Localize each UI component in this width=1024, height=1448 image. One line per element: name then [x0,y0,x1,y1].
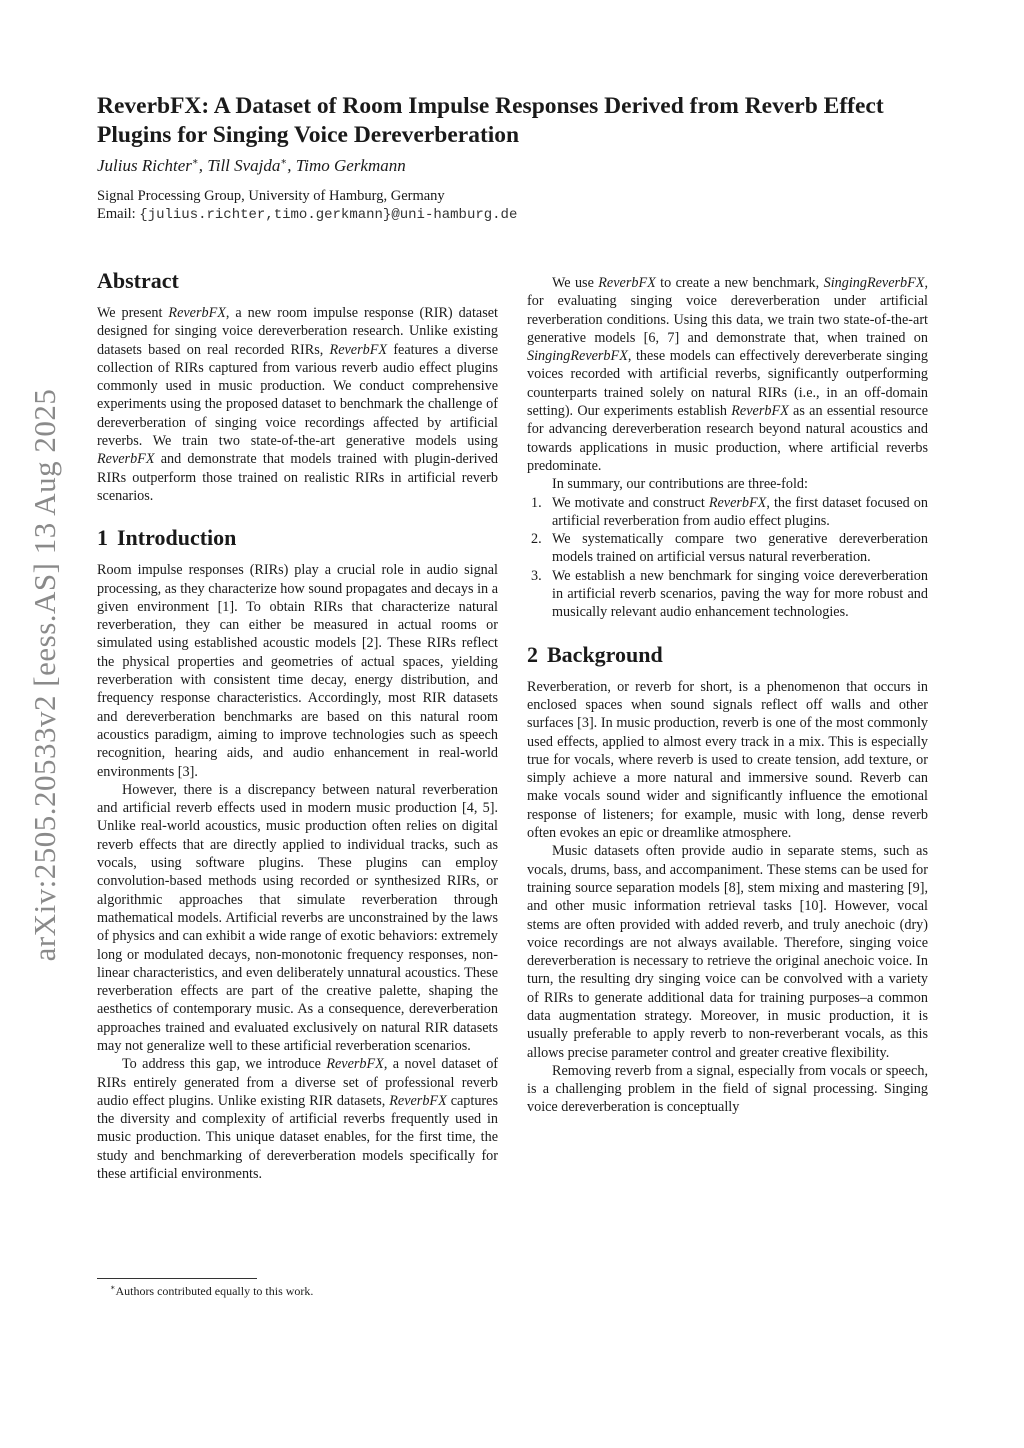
right-column [527,274,928,1117]
arxiv-stamp-text: arXiv:2505.20533v2 [eess.AS] 13 Aug 2025 [27,388,62,962]
contribution-number: 2. [531,531,542,548]
abstract-heading: Abstract [97,268,179,293]
arxiv-stamp [0,388,90,962]
section-title: Introduction [117,525,237,551]
contribution-item: 3. We establish a new benchmark for singing voice dereverberation in artificial reverb scenarios, paving the way for more robust and musically relevant audio enhancement technologies. [531,567,928,621]
contribution-number: 1. [531,494,542,511]
left-column [97,268,498,1183]
author-mark: ∗ [191,156,199,168]
affiliation: Signal Processing Group, University of Hamburg, Germany [97,188,445,204]
author-name: Till Svajda [207,156,281,175]
intro-paragraph-5: In summary, our contributions are three-fold: [552,476,808,493]
background-paragraph-2: Music datasets often provide audio in separate stems, such as vocals, drums, bass, and accompaniment. These stems can be used for training source separation models [8], stem mixing and mastering [9], and other music information retrieval tasks [10]. However, vocal stems are often provided with added reverb, and truly anechoic (dry) voice recordings are not always available. Therefore, singing voice dereverberation is necessary to retrieve the original anechoic voice. In turn, the resulting dry singing voice can be convolved with a variety of RIRs to generate additional data for training purposes–a common data augmentation strategy. Moreover, in music production, it is usually preferable to apply reverb to non-reverberant vocals, as this allows precise parameter control and greater creative flexibility. [527,843,928,1061]
contribution-list [527,494,928,622]
author-name: Julius Richter [97,156,192,175]
footnote [110,1283,313,1299]
author-list: Julius Richter∗, Till Svajda∗, Timo Gerkmann [97,156,406,175]
background-heading [527,642,928,668]
section-number: 2 [527,641,538,667]
footnote-mark: ∗ [110,1283,116,1292]
contribution-item: 2. We systematically compare two generative dereverberation models trained on artificial versus natural reverberation. [531,531,928,566]
footnote-rule [97,1278,257,1279]
contribution-item: 1. We motivate and construct ReverbFX, the first dataset focused on artificial reverberation from audio effect plugins. [531,494,928,529]
intro-paragraph-4: We use ReverbFX to create a new benchmark, SingingReverbFX, for evaluating singing voice dereverberation under artificial reverberation conditions. Using this data, we train two state-of-the-art generative models [6, 7] and demonstrate that, when trained on SingingReverbFX, these models can effectively dereverberate singing voices recorded with artificial reverbs, significantly outperforming counterparts trained solely on natural RIRs (i.e., in an off-domain setting). Our experiments establish ReverbFX as an essential resource for advancing dereverberation research beyond natural acoustics and towards applications in music production, where artificial reverbs predominate. [527,275,928,474]
section-title: Background [547,641,663,667]
background-paragraph-3: Removing reverb from a signal, especially from vocals or speech, is a challenging problem in the field of signal processing. Singing voice dereverberation is conceptually [527,1062,928,1116]
paper-title: ReverbFX: A Dataset of Room Impulse Responses Derived from Reverb Effect Plugins for Singing Voice Dereverberation [97,93,884,148]
introduction-heading [97,525,498,551]
intro-paragraph-3: To address this gap, we introduce ReverbFX, a novel dataset of RIRs entirely generated from a diverse set of professional reverb audio effect plugins. Unlike existing RIR datasets, ReverbFX captures the diversity and complexity of artificial reverbs frequently used in music production. This unique dataset enables, for the first time, the study and benchmarking of dereverberation models specifically for these artificial environments. [97,1056,499,1183]
background-paragraph-1: Reverberation, or reverb for short, is a phenomenon that occurs in enclosed spaces when sound signals reflect off walls and other surfaces [3]. In music production, reverb is one of the most commonly used effects, applied to almost every track in a mix. This is especially true for vocals, where reverb is used to create tension, add texture, or simply achieve a more natural and immersive sound. Reverb can make vocals sound wider and significantly influence the emotional response of listeners; for example, music with long, dense reverb often evokes an epic or dreamlike atmosphere. [527,678,928,842]
email-label: Email: [97,206,140,222]
abstract-text: We present ReverbFX, a new room impulse response (RIR) dataset designed for singing voice dereverberation research. Unlike existing datasets based on real recorded RIRs, ReverbFX features a diverse collection of RIRs captured from various reverb audio effect plugins commonly used in music production. We conduct comprehensive experiments using the proposed dataset to benchmark the challenge of dereverberation of singing voice recordings affected by artificial reverbs. We train two state-of-the-art generative models using ReverbFX and demonstrate that models trained with plugin-derived RIRs outperform those trained on realistic RIRs in artificial reverb scenarios. [97,305,498,504]
email-address[interactable]: {julius.richter,timo.gerkmann}@uni-hamburg.de [139,207,518,223]
section-number: 1 [97,525,108,551]
affiliation-block [97,187,517,224]
contribution-number: 3. [531,567,542,584]
intro-paragraph-1: Room impulse responses (RIRs) play a crucial role in audio signal processing, as they characterize how sound propagates and decays in a given environment [1]. To obtain RIRs that characterize natural reverberation, they can either be measured in actual rooms or simulated using established acoustic models [2]. These RIRs reflect the physical properties and geometries of actual spaces, yielding reverberation with consistent time decay, energy distribution, and frequency response characteristics. Accordingly, most RIR datasets and dereverberation benchmarks are based on this natural room acoustics paradigm, aiming to improve technologies such as speech recognition, hearing aids, and audio enhancement in real-world environments [3]. [97,562,498,780]
author-name: Timo Gerkmann [295,156,406,175]
intro-paragraph-2: However, there is a discrepancy between natural reverberation and artificial reverb effects used in modern music production [4, 5]. Unlike real-world acoustics, music production often relies on digital reverb effects that are directly applied to individual tracks, such as vocals, using software plugins. These plugins can employ convolution-based methods using recorded or synthesized RIRs, or algorithmic approaches that simulate reverberation through mathematical models. Artificial reverbs are unconstrained by the laws of physics and can exhibit a wide range of exotic behaviors: extremely long or modulated decays, non-monotonic frequency responses, non-linear characteristics, and even deliberately unnatural acoustics. These reverberation effects are part of the creative palette, shaping the aesthetics of contemporary music. As a consequence, dereverberation approaches trained and evaluated exclusively on natural RIR datasets may not generalize well to these artificial reverberation scenarios. [97,781,498,1054]
footnote-text: Authors contributed equally to this work. [115,1284,314,1298]
author-mark: ∗ [280,156,288,168]
email-line [97,205,517,224]
